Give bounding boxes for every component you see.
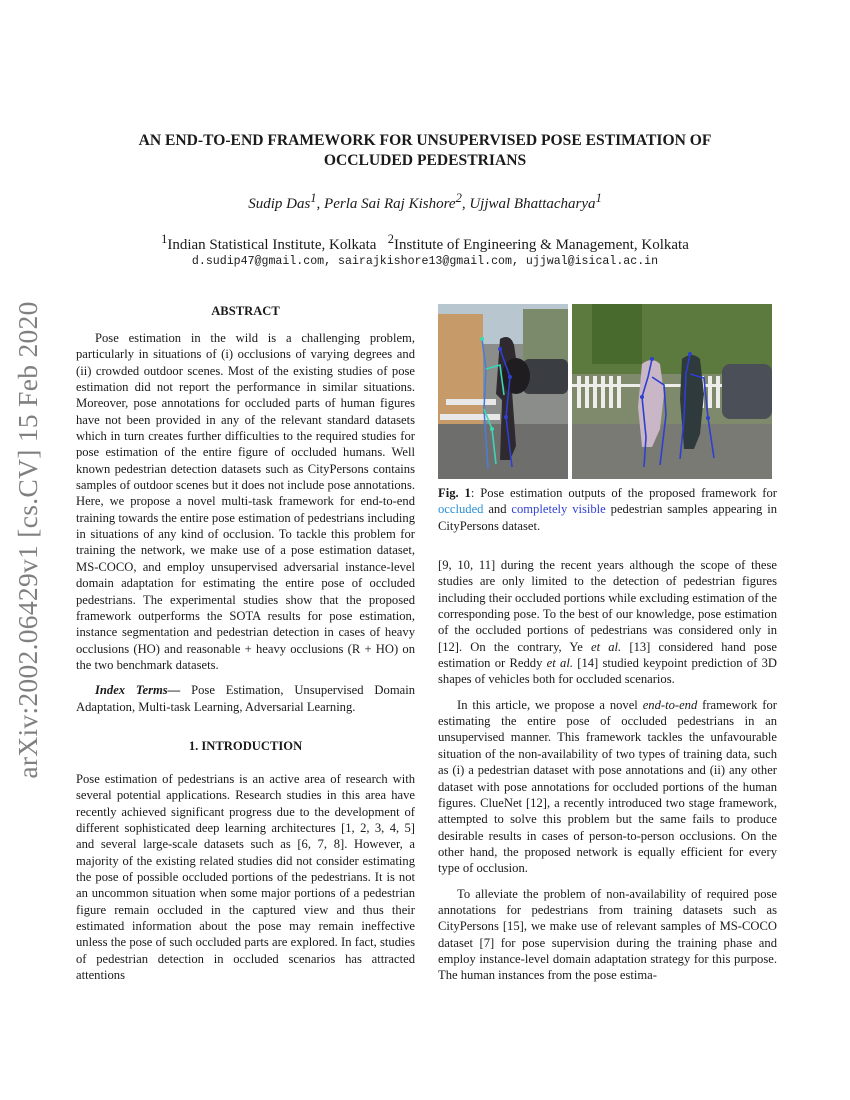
abstract-text: Pose estimation in the wild is a challenging problem, particularly in situations of (i) occlusions of varying degrees and (ii) crowded outdoor scenes. Most of the existing studies of pose estimation did not report the performance in similar situations. Moreover, pose annotations for occluded parts of human figures have not been provided in any of the relevant standard datasets which in turn creates further difficulties to the required studies for pose estimation of the entire figure of occluded humans. Well known pedestrian detection datasets such as CityPersons contains samples of outdoor scenes but it does not include pose annotations. Here, we propose a novel multi-task framework for end-to-end training towards the entire pose estimation of pedestrians including in situations of any kind of occlusion. To tackle this problem for training the network, we make use of a pose estimation dataset, MS-COCO, and employ unsupervised adversarial instance-level domain adaptation for estimating the entire pose of occluded pedestrians. The experimental studies show that the proposed framework outperforms the SOTA results for pose estimation, instance segmentation and pedestrian detection in cases of heavy occlusions (HO) and reasonable + heavy occlusions (R + HO) on the two benchmark datasets. [76,331,415,672]
title-line-1: AN END-TO-END FRAMEWORK FOR UNSUPERVISED POSE ESTIMATION OF [138,132,712,149]
text-run: [14] studied keypoint prediction of 3D shapes of vehicles both for occluded scenarios. [438,656,777,687]
text-run-italic: et al. [546,656,573,671]
index-terms-label: Index Terms— [95,683,181,698]
title-line-2: OCCLUDED PEDESTRIANS [323,152,527,169]
caption-part: and [483,502,512,517]
author-sup: 2 [455,191,462,205]
text-run: framework for estimating the entire pose of occluded pedestrians in an unsupervised manner. This framework tackles the unfavourable situation of the non-availability of two types of training data, such as (i) a pedestrian dataset with pose annotations and (ii) any other dataset with pose annotations for occluded portions of the human figures. ClueNet [12], a recently introduced two stage framework, attempted to solve this problem but the same fails to produce desirable results in cases of person-to-person occlusions. On the other hand, the proposed network is equally efficient for every type of occlusion. [438,697,777,876]
proposal-paragraph [438,697,777,877]
figure-photo-occluded [438,304,568,479]
abstract-heading: ABSTRACT [211,304,280,318]
author-name: Sudip Das [248,196,311,212]
caption-part: : Pose estimation outputs of the proposed framework for [470,486,777,500]
arxiv-side-identifier [4,295,52,785]
text-run: [13] considered hand pose estimation or Reddy [438,639,777,671]
text-run: [9, 10, 11] during the recent years although the scope of these studies are only limited to the detection of pedestrian figures including their occluded portions while excluding estimation of the corresponding pose. To the best of our knowledge, pose estimation of the occluded portions of pedestrians was considered only in [12]. On the contrary, Ye [438,558,777,654]
caption-part: pedestrian samples appearing in CityPersons dataset. [438,502,777,533]
caption-occluded-word: occluded [438,502,484,517]
figure-label: Fig. 1 [438,486,471,500]
author-name: Perla Sai Raj Kishore [324,196,456,212]
paper-title [90,131,760,171]
figure-caption [438,485,777,534]
author-sup: 1 [595,191,602,205]
affil-sup: 1 [161,232,168,246]
author-name: Ujjwal Bhattacharya [469,196,596,212]
affil-name: Institute of Engineering & Management, Kolkata [393,237,689,253]
intro-continued-paragraph [438,557,777,688]
left-column [76,304,415,983]
author-list: Sudip Das$^1$, Perla Sai Raj Kishore$^2$, Ujjwal Bhattacharya$^1$ [248,191,602,212]
affil-name: Indian Statistical Institute, Kolkata [167,237,377,253]
arxiv-id-text: arXiv:2002.06429v1 [cs.CV] 15 Feb 2020 [12,301,43,779]
data-paragraph: To alleviate the problem of non-availability of required pose annotations for pedestrians from training datasets such as CityPersons [15], we make use of relevant samples of MS-COCO dataset [7] for pose supervision during the training phase and employ instance-level domain adaptation strategy for this purpose. The human instances from the pose estima- [438,886,777,983]
text-run: In this article, we propose a novel [457,697,643,712]
index-terms [76,682,415,715]
introduction-heading: 1. INTRODUCTION [188,738,303,753]
text-run-italic: et al. [591,639,622,654]
author-emails: d.sudip47@gmail.com, sairajkishore13@gmail.com, ujjwal@isical.ac.in [191,255,659,268]
introduction-paragraph: Pose estimation of pedestrians is an active area of research with several potential applications. Research studies in this area have recently achieved significant progress due to the development of different sophisticated deep learning architectures [1, 2, 3, 4, 5] and several large-scale datasets such as [6, 7, 8]. However, a majority of the existing related studies did not consider estimating the pose of possible occluded portions of the pedestrians. It is not an uncommon situation when some major portions of a pedestrian figure remain occluded in the captured view and thus their estimated information about the pose may remain ineffective unless the pose of such occluded parts are explored. In fact, studies of pedestrian detection in occluded scenarios has attracted attentions [76,771,415,983]
index-terms-text: Pose Estimation, Unsupervised Domain Adaptation, Multi-task Learning, Adversarial Learning. [76,683,415,714]
affiliations [90,232,760,254]
right-column [438,304,777,984]
figure-1 [438,304,777,479]
figure-photo-visible [572,304,772,479]
caption-visible-words: completely visible [511,502,606,517]
affil-sup: 2 [387,232,394,246]
author-sup: 1 [310,191,317,205]
text-run-italic: end-to-end [642,697,698,712]
